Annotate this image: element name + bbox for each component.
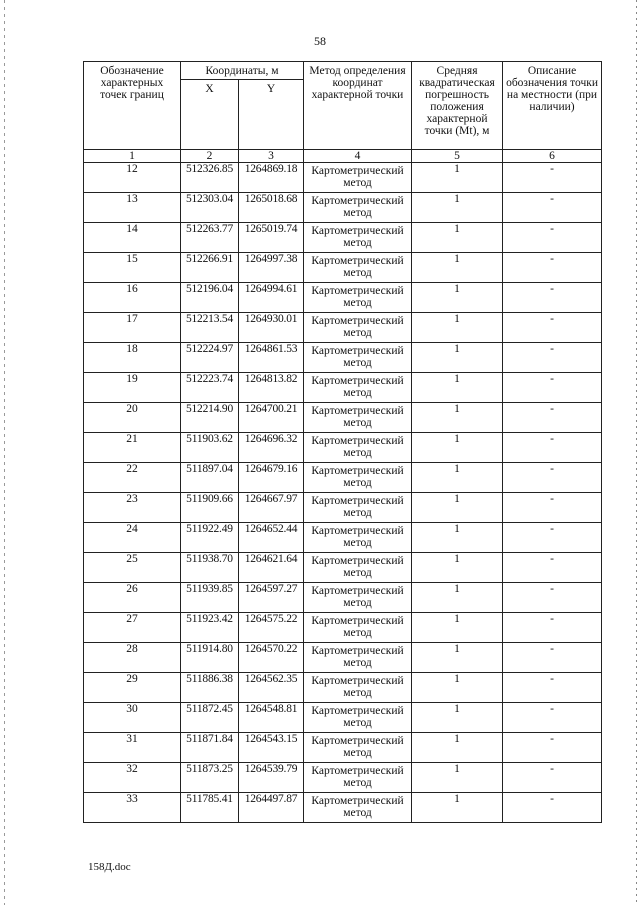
y-coordinate-cell: 1264597.27 — [239, 583, 304, 613]
table-row — [84, 223, 602, 253]
y-coordinate-cell: 1264700.21 — [239, 403, 304, 433]
page-number: 58 — [314, 34, 326, 48]
y-coordinate-cell: 1264679.16 — [239, 463, 304, 493]
y-coordinate-cell: 1264869.18 — [239, 163, 304, 193]
error-cell: 1 — [412, 703, 503, 733]
description-cell: - — [503, 403, 602, 433]
error-cell: 1 — [412, 403, 503, 433]
x-coordinate-cell: 512303.04 — [181, 193, 239, 223]
method-cell: Картометрический метод — [304, 463, 412, 493]
description-cell: - — [503, 673, 602, 703]
method-cell: Картометрический метод — [304, 613, 412, 643]
error-cell: 1 — [412, 493, 503, 523]
error-cell: 1 — [412, 283, 503, 313]
description-cell: - — [503, 703, 602, 733]
x-coordinate-cell: 511903.62 — [181, 433, 239, 463]
error-cell: 1 — [412, 253, 503, 283]
y-coordinate-cell: 1264570.22 — [239, 643, 304, 673]
x-coordinate-cell: 511873.25 — [181, 763, 239, 793]
header-description: Описание обозначения точки на местности (при наличии) — [503, 62, 602, 150]
table-row — [84, 613, 602, 643]
description-cell: - — [503, 643, 602, 673]
method-cell: Картометрический метод — [304, 313, 412, 343]
description-cell: - — [503, 553, 602, 583]
column-number: 1 — [84, 150, 181, 163]
header-method: Метод определения координат характерной точки — [304, 62, 412, 150]
point-number-cell: 16 — [84, 283, 181, 313]
table-row — [84, 283, 602, 313]
point-number-cell: 19 — [84, 373, 181, 403]
x-coordinate-cell: 512266.91 — [181, 253, 239, 283]
boundary-points-table — [83, 61, 602, 823]
description-cell: - — [503, 163, 602, 193]
method-cell: Картометрический метод — [304, 493, 412, 523]
error-cell: 1 — [412, 613, 503, 643]
table-row — [84, 163, 602, 193]
column-number: 2 — [181, 150, 239, 163]
table-row — [84, 643, 602, 673]
description-cell: - — [503, 433, 602, 463]
description-cell: - — [503, 763, 602, 793]
point-number-cell: 23 — [84, 493, 181, 523]
method-cell: Картометрический метод — [304, 733, 412, 763]
column-number: 3 — [239, 150, 304, 163]
y-coordinate-cell: 1264861.53 — [239, 343, 304, 373]
y-coordinate-cell: 1264994.61 — [239, 283, 304, 313]
point-number-cell: 30 — [84, 703, 181, 733]
x-coordinate-cell: 512223.74 — [181, 373, 239, 403]
column-number-row — [84, 150, 602, 163]
table-row — [84, 193, 602, 223]
method-cell: Картометрический метод — [304, 583, 412, 613]
method-cell: Картометрический метод — [304, 553, 412, 583]
description-cell: - — [503, 253, 602, 283]
table-row — [84, 373, 602, 403]
table-row — [84, 793, 602, 823]
error-cell: 1 — [412, 643, 503, 673]
x-coordinate-cell: 512326.85 — [181, 163, 239, 193]
point-number-cell: 29 — [84, 673, 181, 703]
method-cell: Картометрический метод — [304, 343, 412, 373]
error-cell: 1 — [412, 523, 503, 553]
scan-edge-left — [4, 0, 5, 905]
x-coordinate-cell: 512213.54 — [181, 313, 239, 343]
x-coordinate-cell: 511938.70 — [181, 553, 239, 583]
point-number-cell: 17 — [84, 313, 181, 343]
y-coordinate-cell: 1264667.97 — [239, 493, 304, 523]
method-cell: Картометрический метод — [304, 673, 412, 703]
y-coordinate-cell: 1264562.35 — [239, 673, 304, 703]
column-number: 5 — [412, 150, 503, 163]
point-number-cell: 28 — [84, 643, 181, 673]
description-cell: - — [503, 463, 602, 493]
description-cell: - — [503, 523, 602, 553]
description-cell: - — [503, 373, 602, 403]
table-row — [84, 493, 602, 523]
error-cell: 1 — [412, 313, 503, 343]
header-x: X — [181, 80, 239, 150]
table-row — [84, 733, 602, 763]
table-row — [84, 583, 602, 613]
table-row — [84, 553, 602, 583]
y-coordinate-cell: 1264539.79 — [239, 763, 304, 793]
column-number: 6 — [503, 150, 602, 163]
table-row — [84, 763, 602, 793]
x-coordinate-cell: 511909.66 — [181, 493, 239, 523]
scan-edge-right — [636, 0, 637, 905]
file-name-footer: 158Д.doc — [88, 861, 131, 873]
header-error: Средняя квадратическая погрешность положения характерной точки (Mt), м — [412, 62, 503, 150]
description-cell: - — [503, 343, 602, 373]
point-number-cell: 33 — [84, 793, 181, 823]
error-cell: 1 — [412, 583, 503, 613]
table-row — [84, 403, 602, 433]
description-cell: - — [503, 583, 602, 613]
point-number-cell: 20 — [84, 403, 181, 433]
error-cell: 1 — [412, 343, 503, 373]
point-number-cell: 14 — [84, 223, 181, 253]
x-coordinate-cell: 511922.49 — [181, 523, 239, 553]
x-coordinate-cell: 511872.45 — [181, 703, 239, 733]
error-cell: 1 — [412, 163, 503, 193]
point-number-cell: 21 — [84, 433, 181, 463]
description-cell: - — [503, 313, 602, 343]
table-row — [84, 433, 602, 463]
table-row — [84, 673, 602, 703]
y-coordinate-cell: 1265018.68 — [239, 193, 304, 223]
x-coordinate-cell: 511939.85 — [181, 583, 239, 613]
error-cell: 1 — [412, 373, 503, 403]
point-number-cell: 27 — [84, 613, 181, 643]
description-cell: - — [503, 193, 602, 223]
method-cell: Картометрический метод — [304, 253, 412, 283]
y-coordinate-cell: 1264997.38 — [239, 253, 304, 283]
y-coordinate-cell: 1264497.87 — [239, 793, 304, 823]
x-coordinate-cell: 511886.38 — [181, 673, 239, 703]
y-coordinate-cell: 1264930.01 — [239, 313, 304, 343]
error-cell: 1 — [412, 763, 503, 793]
method-cell: Картометрический метод — [304, 193, 412, 223]
y-coordinate-cell: 1264696.32 — [239, 433, 304, 463]
method-cell: Картометрический метод — [304, 523, 412, 553]
y-coordinate-cell: 1264548.81 — [239, 703, 304, 733]
method-cell: Картометрический метод — [304, 403, 412, 433]
description-cell: - — [503, 733, 602, 763]
point-number-cell: 18 — [84, 343, 181, 373]
x-coordinate-cell: 512196.04 — [181, 283, 239, 313]
point-number-cell: 31 — [84, 733, 181, 763]
method-cell: Картометрический метод — [304, 223, 412, 253]
method-cell: Картометрический метод — [304, 373, 412, 403]
table-body — [84, 150, 602, 823]
header-designation: Обозначение характерных точек границ — [84, 62, 181, 150]
method-cell: Картометрический метод — [304, 283, 412, 313]
description-cell: - — [503, 283, 602, 313]
description-cell: - — [503, 613, 602, 643]
x-coordinate-cell: 511897.04 — [181, 463, 239, 493]
y-coordinate-cell: 1264621.64 — [239, 553, 304, 583]
y-coordinate-cell: 1264813.82 — [239, 373, 304, 403]
y-coordinate-cell: 1265019.74 — [239, 223, 304, 253]
method-cell: Картометрический метод — [304, 163, 412, 193]
error-cell: 1 — [412, 433, 503, 463]
error-cell: 1 — [412, 793, 503, 823]
header-coordinates: Координаты, м — [181, 62, 304, 80]
table-row — [84, 523, 602, 553]
x-coordinate-cell: 512214.90 — [181, 403, 239, 433]
description-cell: - — [503, 223, 602, 253]
column-number: 4 — [304, 150, 412, 163]
method-cell: Картометрический метод — [304, 433, 412, 463]
y-coordinate-cell: 1264543.15 — [239, 733, 304, 763]
header-y: Y — [239, 80, 304, 150]
x-coordinate-cell: 511871.84 — [181, 733, 239, 763]
x-coordinate-cell: 511785.41 — [181, 793, 239, 823]
method-cell: Картометрический метод — [304, 763, 412, 793]
table-row — [84, 313, 602, 343]
point-number-cell: 32 — [84, 763, 181, 793]
description-cell: - — [503, 793, 602, 823]
error-cell: 1 — [412, 733, 503, 763]
error-cell: 1 — [412, 553, 503, 583]
description-cell: - — [503, 493, 602, 523]
point-number-cell: 25 — [84, 553, 181, 583]
point-number-cell: 13 — [84, 193, 181, 223]
method-cell: Картометрический метод — [304, 643, 412, 673]
point-number-cell: 26 — [84, 583, 181, 613]
y-coordinate-cell: 1264652.44 — [239, 523, 304, 553]
error-cell: 1 — [412, 673, 503, 703]
table-row — [84, 463, 602, 493]
point-number-cell: 22 — [84, 463, 181, 493]
y-coordinate-cell: 1264575.22 — [239, 613, 304, 643]
table-row — [84, 703, 602, 733]
x-coordinate-cell: 511914.80 — [181, 643, 239, 673]
table-row — [84, 343, 602, 373]
x-coordinate-cell: 512263.77 — [181, 223, 239, 253]
error-cell: 1 — [412, 463, 503, 493]
point-number-cell: 12 — [84, 163, 181, 193]
error-cell: 1 — [412, 223, 503, 253]
error-cell: 1 — [412, 193, 503, 223]
method-cell: Картометрический метод — [304, 793, 412, 823]
point-number-cell: 24 — [84, 523, 181, 553]
method-cell: Картометрический метод — [304, 703, 412, 733]
point-number-cell: 15 — [84, 253, 181, 283]
table-row — [84, 253, 602, 283]
x-coordinate-cell: 511923.42 — [181, 613, 239, 643]
x-coordinate-cell: 512224.97 — [181, 343, 239, 373]
